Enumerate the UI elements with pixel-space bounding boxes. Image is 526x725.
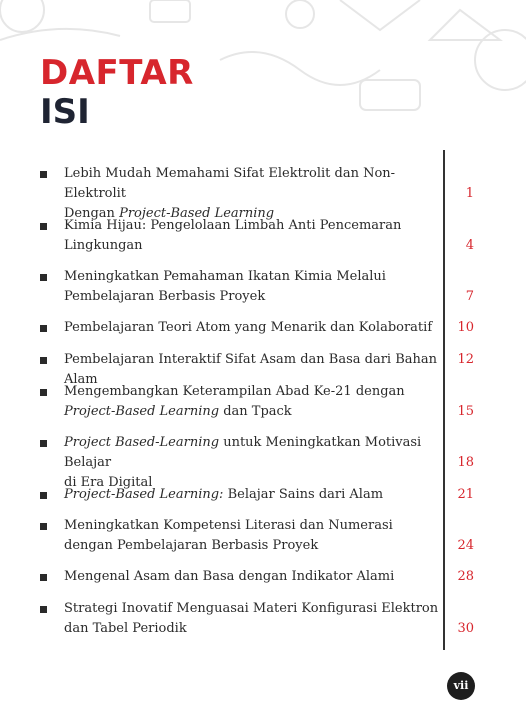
bullet-icon [40,440,47,447]
entry-title-line: dengan Pembelajaran Berbasis Proyek [64,538,319,553]
bullet-icon [40,574,47,581]
toc-entry[interactable] [40,216,476,258]
bullet-icon [40,606,47,613]
bullet-icon [40,325,47,332]
heading-line-1: DAFTAR [40,53,194,93]
entry-title-line: Kimia Hijau: Pengelolaan Limbah Anti Pencemaran [64,218,402,233]
entry-title-line: Mengembangkan Keterampilan Abad Ke-21 dengan [64,384,405,399]
entry-title-line: Lebih Mudah Memahami Sifat Elektrolit dan Non-Elektrolit [64,166,396,201]
entry-title-line: Meningkatkan Kompetensi Literasi dan Numerasi [64,518,393,533]
toc-entry[interactable] [40,485,476,507]
page-number: 15 [457,404,474,419]
page-number: 28 [457,569,474,584]
bullet-icon [40,492,47,499]
entry-title-line: Pembelajaran Interaktif Sifat Asam dan Basa dari Bahan Alam [64,352,438,387]
bullet-icon [40,171,47,178]
page-number-badge: vii [447,672,475,700]
bullet-icon [40,274,47,281]
toc-entry[interactable] [40,382,476,424]
toc-entry[interactable] [40,318,476,340]
page-number: 18 [457,455,474,470]
toc-entry[interactable] [40,350,476,387]
entry-title-line: Mengenal Asam dan Basa dengan Indikator Alami [64,569,395,584]
page-number: 4 [465,238,474,253]
bullet-icon [40,389,47,396]
toc-heading [40,54,194,132]
entry-title-line: Dengan Project-Based Learning [64,206,275,221]
page-number: 10 [457,320,474,335]
bullet-icon [40,357,47,364]
page-number: 1 [465,186,474,201]
heading-line-2: ISI [40,92,90,132]
page-number: 24 [457,538,474,553]
page-number: 21 [457,487,474,502]
page-number: 12 [457,352,474,367]
bullet-icon [40,223,47,230]
entry-title-line: Project Based-Learning untuk Meningkatkan Motivasi Belajar [64,435,422,470]
toc-entry[interactable] [40,516,476,558]
entry-title-line: Meningkatkan Pemahaman Ikatan Kimia Melalui [64,269,386,284]
entry-title-line: Project-Based Learning: Belajar Sains dari Alam [64,487,384,502]
toc-entry[interactable] [40,267,476,309]
bullet-icon [40,523,47,530]
entry-title-line: Pembelajaran Teori Atom yang Menarik dan Kolaboratif [64,320,433,335]
toc-entry[interactable] [40,164,476,221]
entry-title-line: di Era Digital [64,475,153,490]
entry-title-line: Strategi Inovatif Menguasai Materi Konfigurasi Elektron [64,601,439,616]
entry-title-line: Project-Based Learning dan Tpack [64,404,292,419]
toc-entry[interactable] [40,599,476,641]
entry-title-line: Pembelajaran Berbasis Proyek [64,289,266,304]
page-number: 7 [465,289,474,304]
toc-entry[interactable] [40,433,476,490]
toc-entry[interactable] [40,567,476,589]
entry-title-line: Lingkungan [64,238,143,253]
entry-title-line: dan Tabel Periodik [64,621,187,636]
page-number: 30 [457,621,474,636]
